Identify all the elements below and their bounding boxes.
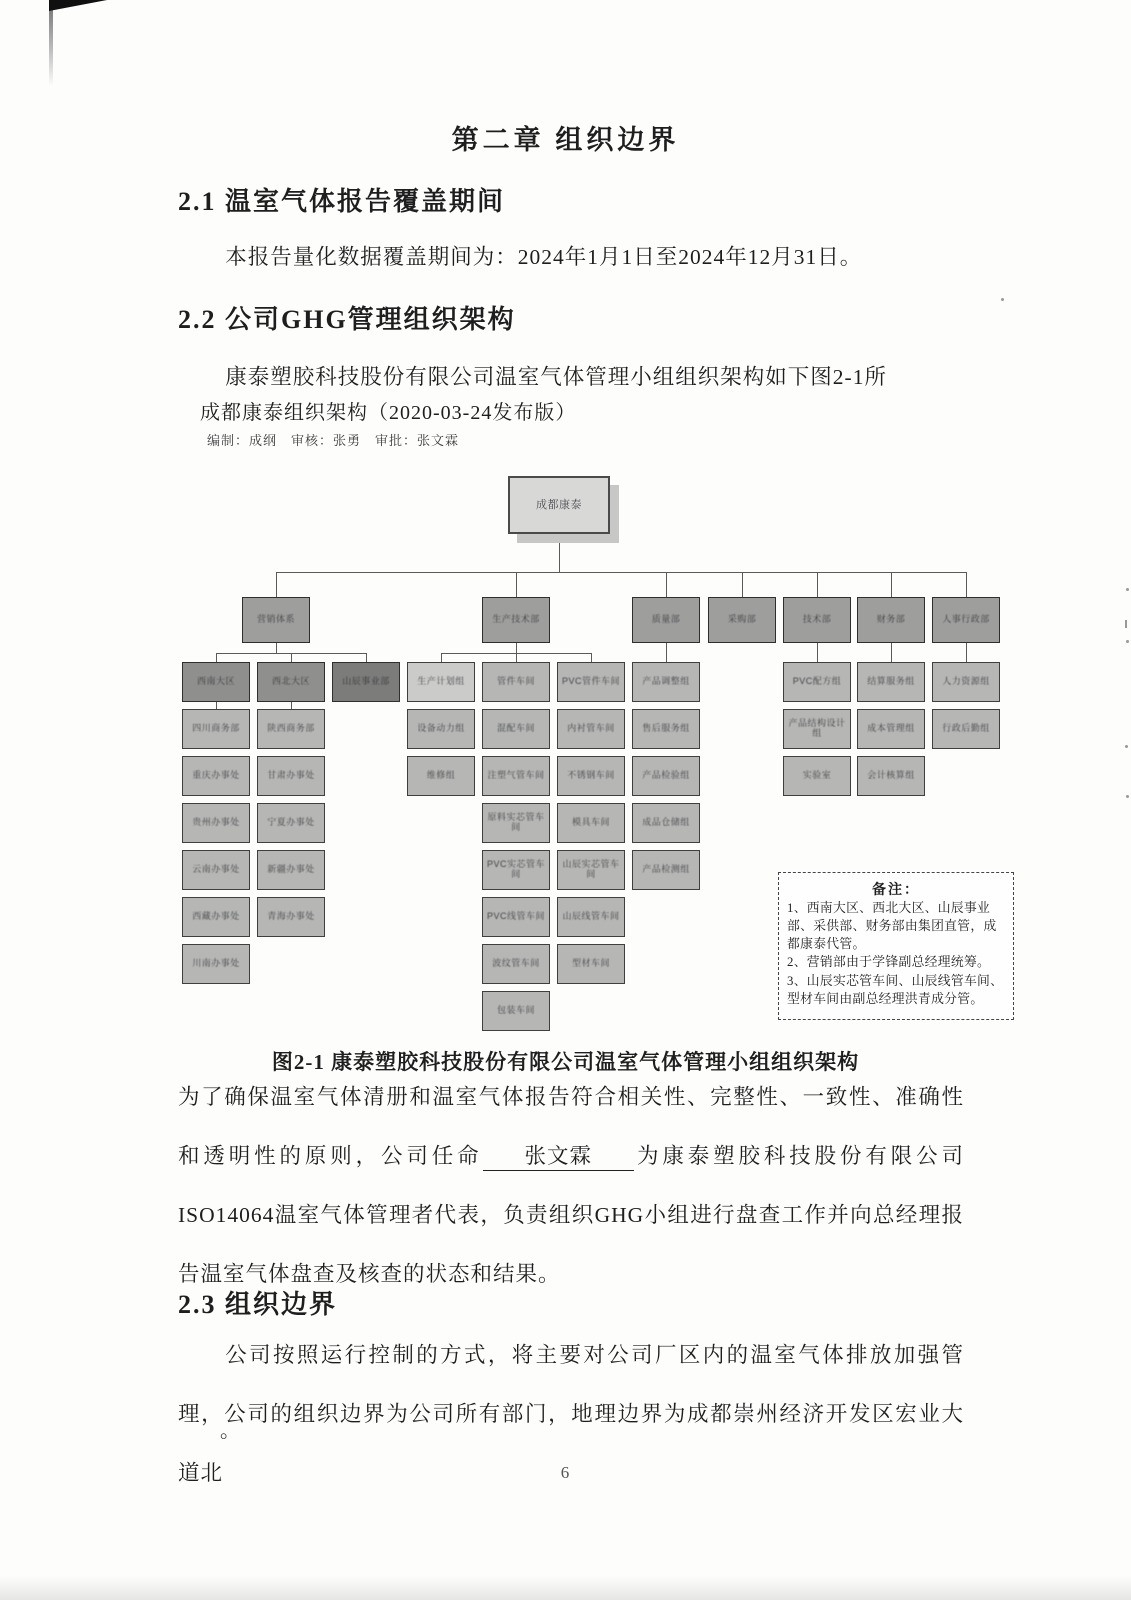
org-node-m2f <box>557 897 625 937</box>
org-node-label: 产品检验组 <box>642 770 690 781</box>
scan-speck <box>1125 745 1128 748</box>
org-node-label: 注塑气管车间 <box>487 770 545 781</box>
org-node-m1d <box>482 803 550 843</box>
org-node-root <box>508 476 610 534</box>
org-node-m2e <box>557 850 625 890</box>
note-line: 1、西南大区、西北大区、山辰事业部、采供部、财务部由集团直管，成都康泰代管。 <box>787 901 997 952</box>
org-node-label: 售后服务组 <box>642 723 690 734</box>
org-node-l2f <box>257 897 325 937</box>
connector-line <box>216 653 217 662</box>
org-node-label: 结算服务组 <box>867 676 915 687</box>
org-node-rs <box>932 597 1000 643</box>
org-node-label: 波纹管车间 <box>492 958 540 969</box>
org-node-l2c <box>257 756 325 796</box>
scan-speck <box>1125 620 1127 628</box>
org-node-l2b <box>257 709 325 749</box>
connector-line <box>291 702 292 709</box>
page-number: 6 <box>560 1463 571 1482</box>
org-node-m2b <box>557 709 625 749</box>
org-node-label: 山辰实芯管车间 <box>562 859 620 879</box>
appointment-after: 为康泰塑胶科技股份有限公司ISO14064温室气体管理者代表，负责组织GHG小组进行盘查工作并向总经理报告温室气体盘查及核查的状态和结果。 <box>178 1144 964 1287</box>
org-node-label: 四川商务部 <box>192 723 240 734</box>
section-2-2-heading: 2.2 公司GHG管理组织架构 <box>178 305 516 334</box>
connector-line <box>591 653 592 662</box>
org-node-fc <box>857 756 925 796</box>
scan-speck <box>1001 298 1004 301</box>
org-node-label: 维修组 <box>426 770 456 781</box>
org-node-label: 不锈钢车间 <box>567 770 615 781</box>
note-line: 3、山辰实芯管车间、山辰线管车间、型材车间由副总经理洪青成分管。 <box>787 973 1004 1006</box>
org-node-tc <box>783 756 851 796</box>
appointment-paragraph <box>178 1068 964 1305</box>
org-node-m2a <box>557 662 625 702</box>
org-node-fa <box>857 662 925 702</box>
org-node-label: 产品检测组 <box>642 864 690 875</box>
org-node-label: 产品调整组 <box>642 676 690 687</box>
connector-line <box>742 572 743 597</box>
org-node-label: 混配车间 <box>496 723 535 734</box>
section-2-3-heading: 2.3 组织边界 <box>178 1290 338 1319</box>
org-node-l1b <box>182 709 250 749</box>
org-node-m2c <box>557 756 625 796</box>
org-node-xb <box>257 662 325 702</box>
org-node-label: 内衬管车间 <box>567 723 615 734</box>
org-node-label: 技术部 <box>802 614 832 625</box>
org-node-label: 成都康泰 <box>536 498 582 511</box>
org-node-mk <box>242 597 310 643</box>
org-node-label: 山辰线管车间 <box>562 911 620 922</box>
org-node-label: PVC配方组 <box>792 676 842 687</box>
org-node-label: 重庆办事处 <box>192 770 240 781</box>
connector-line <box>559 534 560 572</box>
org-node-xn <box>182 662 250 702</box>
org-chart-image-title: 成都康泰组织架构（2020-03-24发布版） <box>200 402 577 424</box>
org-node-m3d <box>632 803 700 843</box>
org-node-m3b <box>632 709 700 749</box>
org-chart <box>165 470 1010 1042</box>
org-node-m3a <box>632 662 700 702</box>
org-node-cw <box>857 597 925 643</box>
org-node-label: 管件车间 <box>496 676 535 687</box>
org-node-label: 产品结构设计组 <box>788 718 846 738</box>
stray-period-mark: 。 <box>220 1420 240 1442</box>
org-node-m2g <box>557 944 625 984</box>
org-node-m1c <box>482 756 550 796</box>
org-chart-note-box <box>778 872 1014 1020</box>
connector-line <box>366 653 367 662</box>
org-node-label: 生产技术部 <box>492 614 540 625</box>
chapter-title: 第二章 组织边界 <box>451 125 680 155</box>
org-node-zl <box>632 597 700 643</box>
org-node-label: PVC实芯管车间 <box>486 859 545 879</box>
org-node-label: 成本管理组 <box>867 723 915 734</box>
org-node-l1c <box>182 756 250 796</box>
connector-line <box>817 643 818 662</box>
scan-speck <box>1126 640 1129 643</box>
scan-corner-mark <box>49 0 107 11</box>
connector-line <box>516 643 517 653</box>
org-node-label: PVC线管车间 <box>486 911 545 922</box>
scan-speck <box>1126 588 1129 591</box>
org-node-m0c <box>407 756 475 796</box>
org-node-sc <box>332 662 400 702</box>
connector-line <box>276 572 966 573</box>
org-node-l1e <box>182 850 250 890</box>
org-node-js <box>783 597 851 643</box>
section-2-1-heading: 2.1 温室气体报告覆盖期间 <box>178 187 506 216</box>
org-node-fb <box>857 709 925 749</box>
org-node-l2d <box>257 803 325 843</box>
org-node-label: 人力资源组 <box>942 676 990 687</box>
connector-line <box>291 653 292 662</box>
org-node-label: 原料实芯管车间 <box>487 812 545 832</box>
org-node-label: 成品仓储组 <box>642 817 690 828</box>
connector-line <box>666 572 667 597</box>
organizational-boundary-text: 公司按照运行控制的方式，将主要对公司厂区内的温室气体排放加强管理，公司的组织边界为公司所有部门，地理边界为成都崇州经济开发区宏业大道北 <box>178 1343 964 1486</box>
org-node-label: 实验室 <box>802 770 832 781</box>
connector-line <box>276 572 277 597</box>
org-node-label: 财务部 <box>876 614 906 625</box>
org-node-hb <box>932 709 1000 749</box>
org-node-ta <box>783 662 851 702</box>
org-node-m1g <box>482 944 550 984</box>
note-line: 2、营销部由于学锋副总经理统筹。 <box>787 955 991 970</box>
scan-speck <box>1126 795 1129 798</box>
org-node-m1h <box>482 991 550 1031</box>
org-node-label: 设备动力组 <box>417 723 465 734</box>
org-node-m1a <box>482 662 550 702</box>
scan-edge-line <box>49 0 53 86</box>
org-node-l2e <box>257 850 325 890</box>
org-node-label: 西藏办事处 <box>192 911 240 922</box>
connector-line <box>516 653 517 662</box>
org-node-label: 模具车间 <box>571 817 610 828</box>
appointed-person-name: 张文霖 <box>483 1144 635 1171</box>
connector-line <box>891 572 892 597</box>
org-node-label: 贵州办事处 <box>192 817 240 828</box>
org-node-ha <box>932 662 1000 702</box>
org-node-label: 山辰事业部 <box>342 676 390 687</box>
org-structure-intro-text: 康泰塑胶科技股份有限公司温室气体管理小组组织架构如下图2-1所 <box>225 365 887 389</box>
scan-bottom-shadow <box>0 1576 1131 1600</box>
section-2-1-paragraph <box>178 228 964 287</box>
org-node-m2d <box>557 803 625 843</box>
coverage-period-text: 本报告量化数据覆盖期间为：2024年1月1日至2024年12月31日。 <box>225 245 863 269</box>
connector-line <box>817 572 818 597</box>
org-node-label: 宁夏办事处 <box>267 817 315 828</box>
org-node-l1g <box>182 944 250 984</box>
org-node-label: 质量部 <box>651 614 681 625</box>
connector-line <box>441 653 442 662</box>
org-chart-credits: 编制：成纲 审核：张勇 审批：张文霖 <box>207 433 460 448</box>
figure-caption: 图2-1 康泰塑胶科技股份有限公司温室气体管理小组组织架构 <box>271 1050 860 1074</box>
appointment-before: 为了确保温室气体清册和温室气体报告符合相关性、完整性、一致性、准确性和透明性的原则，公司任命 <box>178 1085 964 1169</box>
org-node-m1e <box>482 850 550 890</box>
org-node-m0b <box>407 709 475 749</box>
org-node-label: 行政后勤组 <box>942 723 990 734</box>
org-node-label: 会计核算组 <box>867 770 915 781</box>
org-node-label: 云南办事处 <box>192 864 240 875</box>
org-node-label: 新疆办事处 <box>267 864 315 875</box>
org-node-label: 型材车间 <box>571 958 610 969</box>
org-node-l1f <box>182 897 250 937</box>
org-node-m1b <box>482 709 550 749</box>
note-title: 备注： <box>872 883 920 898</box>
org-node-label: 人事行政部 <box>942 614 990 625</box>
org-node-tb <box>783 709 851 749</box>
org-node-label: 生产计划组 <box>417 676 465 687</box>
org-node-label: 青海办事处 <box>267 911 315 922</box>
org-node-m1f <box>482 897 550 937</box>
org-node-label: PVC管件车间 <box>561 676 620 687</box>
connector-line <box>966 643 967 662</box>
org-node-m3c <box>632 756 700 796</box>
org-node-label: 川南办事处 <box>192 958 240 969</box>
connector-line <box>666 643 667 662</box>
org-node-m3e <box>632 850 700 890</box>
connector-line <box>276 643 277 653</box>
connector-line <box>966 572 967 597</box>
org-node-label: 陕西商务部 <box>267 723 315 734</box>
org-node-pd <box>482 597 550 643</box>
org-node-label: 采购部 <box>727 614 757 625</box>
org-node-label: 包装车间 <box>496 1005 535 1016</box>
connector-line <box>516 572 517 597</box>
note-lines <box>787 899 1005 1008</box>
org-node-cg <box>708 597 776 643</box>
org-node-label: 西南大区 <box>196 676 235 687</box>
org-node-label: 甘肃办事处 <box>267 770 315 781</box>
org-node-label: 营销体系 <box>256 614 295 625</box>
org-node-l1d <box>182 803 250 843</box>
connector-line <box>891 643 892 662</box>
org-node-label: 西北大区 <box>271 676 310 687</box>
org-node-m0a <box>407 662 475 702</box>
connector-line <box>216 702 217 709</box>
